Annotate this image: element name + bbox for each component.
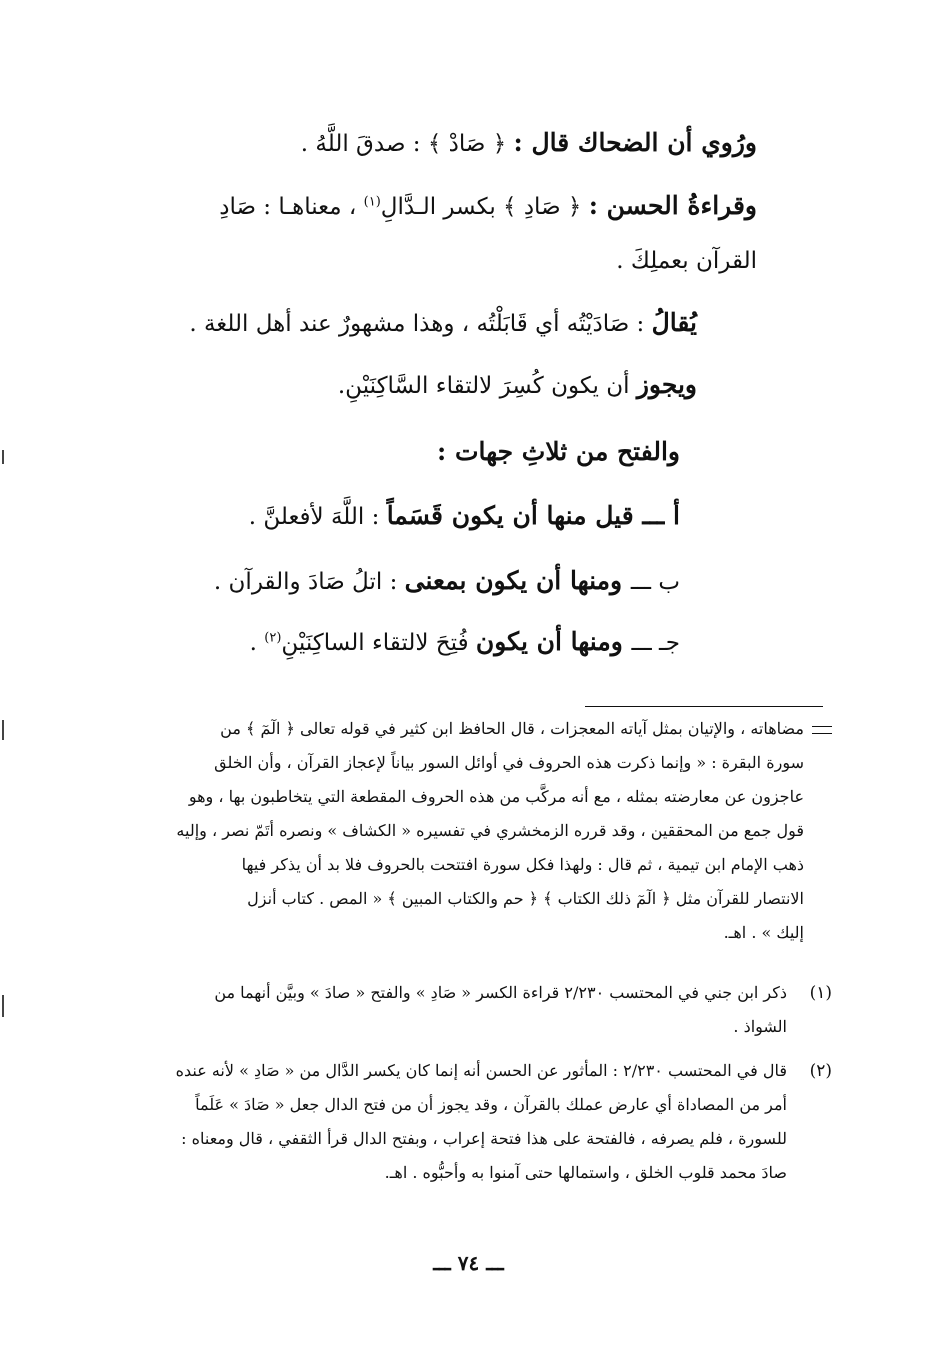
main-line-9-rest: فُتِحَ لالتقاء الساكِنَيْنِ (281, 630, 476, 656)
main-line-8-lead: ومنها أن يكون بمعنى (404, 566, 631, 595)
footnote-cont-line-4: قول جمع من المحققين ، وقد قرره الزمخشري في تفسيره « الكشاف » ونصره أتَمّ نصر ، وإليه (176, 821, 804, 840)
footnote-cont-line-7: إليك » . اهـ. (723, 923, 804, 942)
footnote-cont-line-5: ذهب الإمام ابن تيمية ، ثم قال : ولهذا فكل سورة افتتحت بالحروف فلا بد أن يذكر فيها (241, 855, 804, 874)
footnote-2-line-4: صادَ محمد قلوب الخلق ، واستمالها حتى آمنوا به وأحبُّوه . اهـ. (384, 1163, 787, 1182)
main-line-4 (189, 298, 697, 348)
scan-margin-mark (2, 995, 4, 1017)
footnote-separator (585, 706, 823, 707)
main-line-1 (301, 118, 757, 168)
page-number: ـــ ٧٤ ـــ (433, 1251, 504, 1275)
main-line-2-tail: ، معناهـا : صَادِ (219, 194, 364, 220)
main-line-7-rest: : اللَّهَ لأفعلنَّ . (248, 504, 387, 530)
footnote-cont-line-1: مضاهاته ، والإتيان بمثل آياته المعجزات ، قال الحافظ ابن كثير في قوله تعالى ﴿ الٓمٓ ﴾ من (220, 719, 804, 738)
footnote-cont-line-6: الانتصار للقرآن مثل ﴿ الٓمٓ ذلك الكتاب ﴾ ﴿ حم والكتاب المبين ﴾ « المص . كتاب أنزل (247, 889, 804, 908)
main-line-8 (214, 556, 680, 606)
footnote-2-marker: (٢) (809, 1061, 832, 1081)
scan-margin-mark (2, 720, 4, 740)
main-line-5-lead: ويجوز (636, 370, 697, 399)
main-line-1-lead: ورُوي أن الضحاك قال : (513, 128, 757, 157)
footnote-cont-line-3: عاجزون عن معارضته بمثله ، مع أنه مركَّب من هذه الحروف المقطعة التي يتخاطبون بها ، وهو (188, 787, 804, 806)
main-line-5 (338, 360, 697, 410)
main-line-4-lead: يُقالُ (651, 308, 697, 337)
main-line-2 (219, 181, 757, 231)
footnote-2-line-1: قال في المحتسب ٢/٢٣٠ : المأثور عن الحسن أنه إنما كان يكسر الدَّال من « صَادِ » لأنه عنده (175, 1061, 787, 1080)
main-line-9-lead: ومنها أن يكون (475, 627, 632, 656)
main-line-9-tail: . (249, 630, 265, 656)
footnote-2-line-2: أمر من المصاداة أي عارض عملك بالقرآن ، وقد يجوز أن من فتح الدال جعل « صَادَ » عَلَماً (195, 1095, 787, 1114)
footnote-ref-2: (٢) (264, 630, 282, 646)
main-line-4-rest: : صَادَيْتُه أي قَابَلْتُه ، وهذا مشهورٌ عند أهل اللغة . (189, 311, 652, 337)
footnote-cont-line-2: سورة البقرة : « وإنما ذكرت هذه الحروف في أوائل السور بياناً لإعجاز القرآن ، وأن الخلق (214, 753, 804, 772)
main-line-3: القرآن بعملِكَ . (616, 248, 757, 274)
scan-margin-mark (2, 450, 4, 464)
main-line-2-rest: ﴿ صَادِ ﴾ بكسر الـدَّالِ (380, 194, 589, 220)
main-line-8-label: ب ـــ (630, 569, 680, 595)
main-line-7-lead: أ ـــ قيل منها أن يكون قَسَماً (386, 501, 680, 530)
main-line-7 (249, 491, 680, 541)
footnote-1-line-1: ذكر ابن جني في المحتسب ٢/٢٣٠ قراءة الكسر « صَادِ » والفتح « صادَ » وبيَّن أنهما من (214, 983, 787, 1002)
footnote-1-marker: (١) (809, 983, 832, 1003)
main-line-8-rest: : اتلُ صَادَ والقرآن . (213, 569, 405, 595)
main-line-9 (250, 617, 680, 667)
footnote-ref-1: (١) (363, 194, 381, 210)
footnote-2-line-3: للسورة ، فلم يصرفه ، فالفتحة على هذا فتحة إعراب ، وبفتح الدال قرأ الثقفي ، قال ومعناه : (181, 1129, 787, 1148)
main-line-1-rest: ﴿ صَادْ ﴾ : صدقَ اللَّهُ . (300, 131, 514, 157)
footnote-1-line-2: الشواذ . (733, 1017, 787, 1036)
main-line-6: والفتح من ثلاثِ جهات : (437, 437, 680, 466)
main-line-9-label: جـ ـــ (631, 630, 680, 656)
main-line-2-lead: وقراءةُ الحسن : (588, 191, 757, 220)
continuation-mark (812, 726, 832, 734)
main-line-5-rest: أن يكون كُسِرَ لالتقاء السَّاكِنَيْنِ. (337, 373, 637, 399)
